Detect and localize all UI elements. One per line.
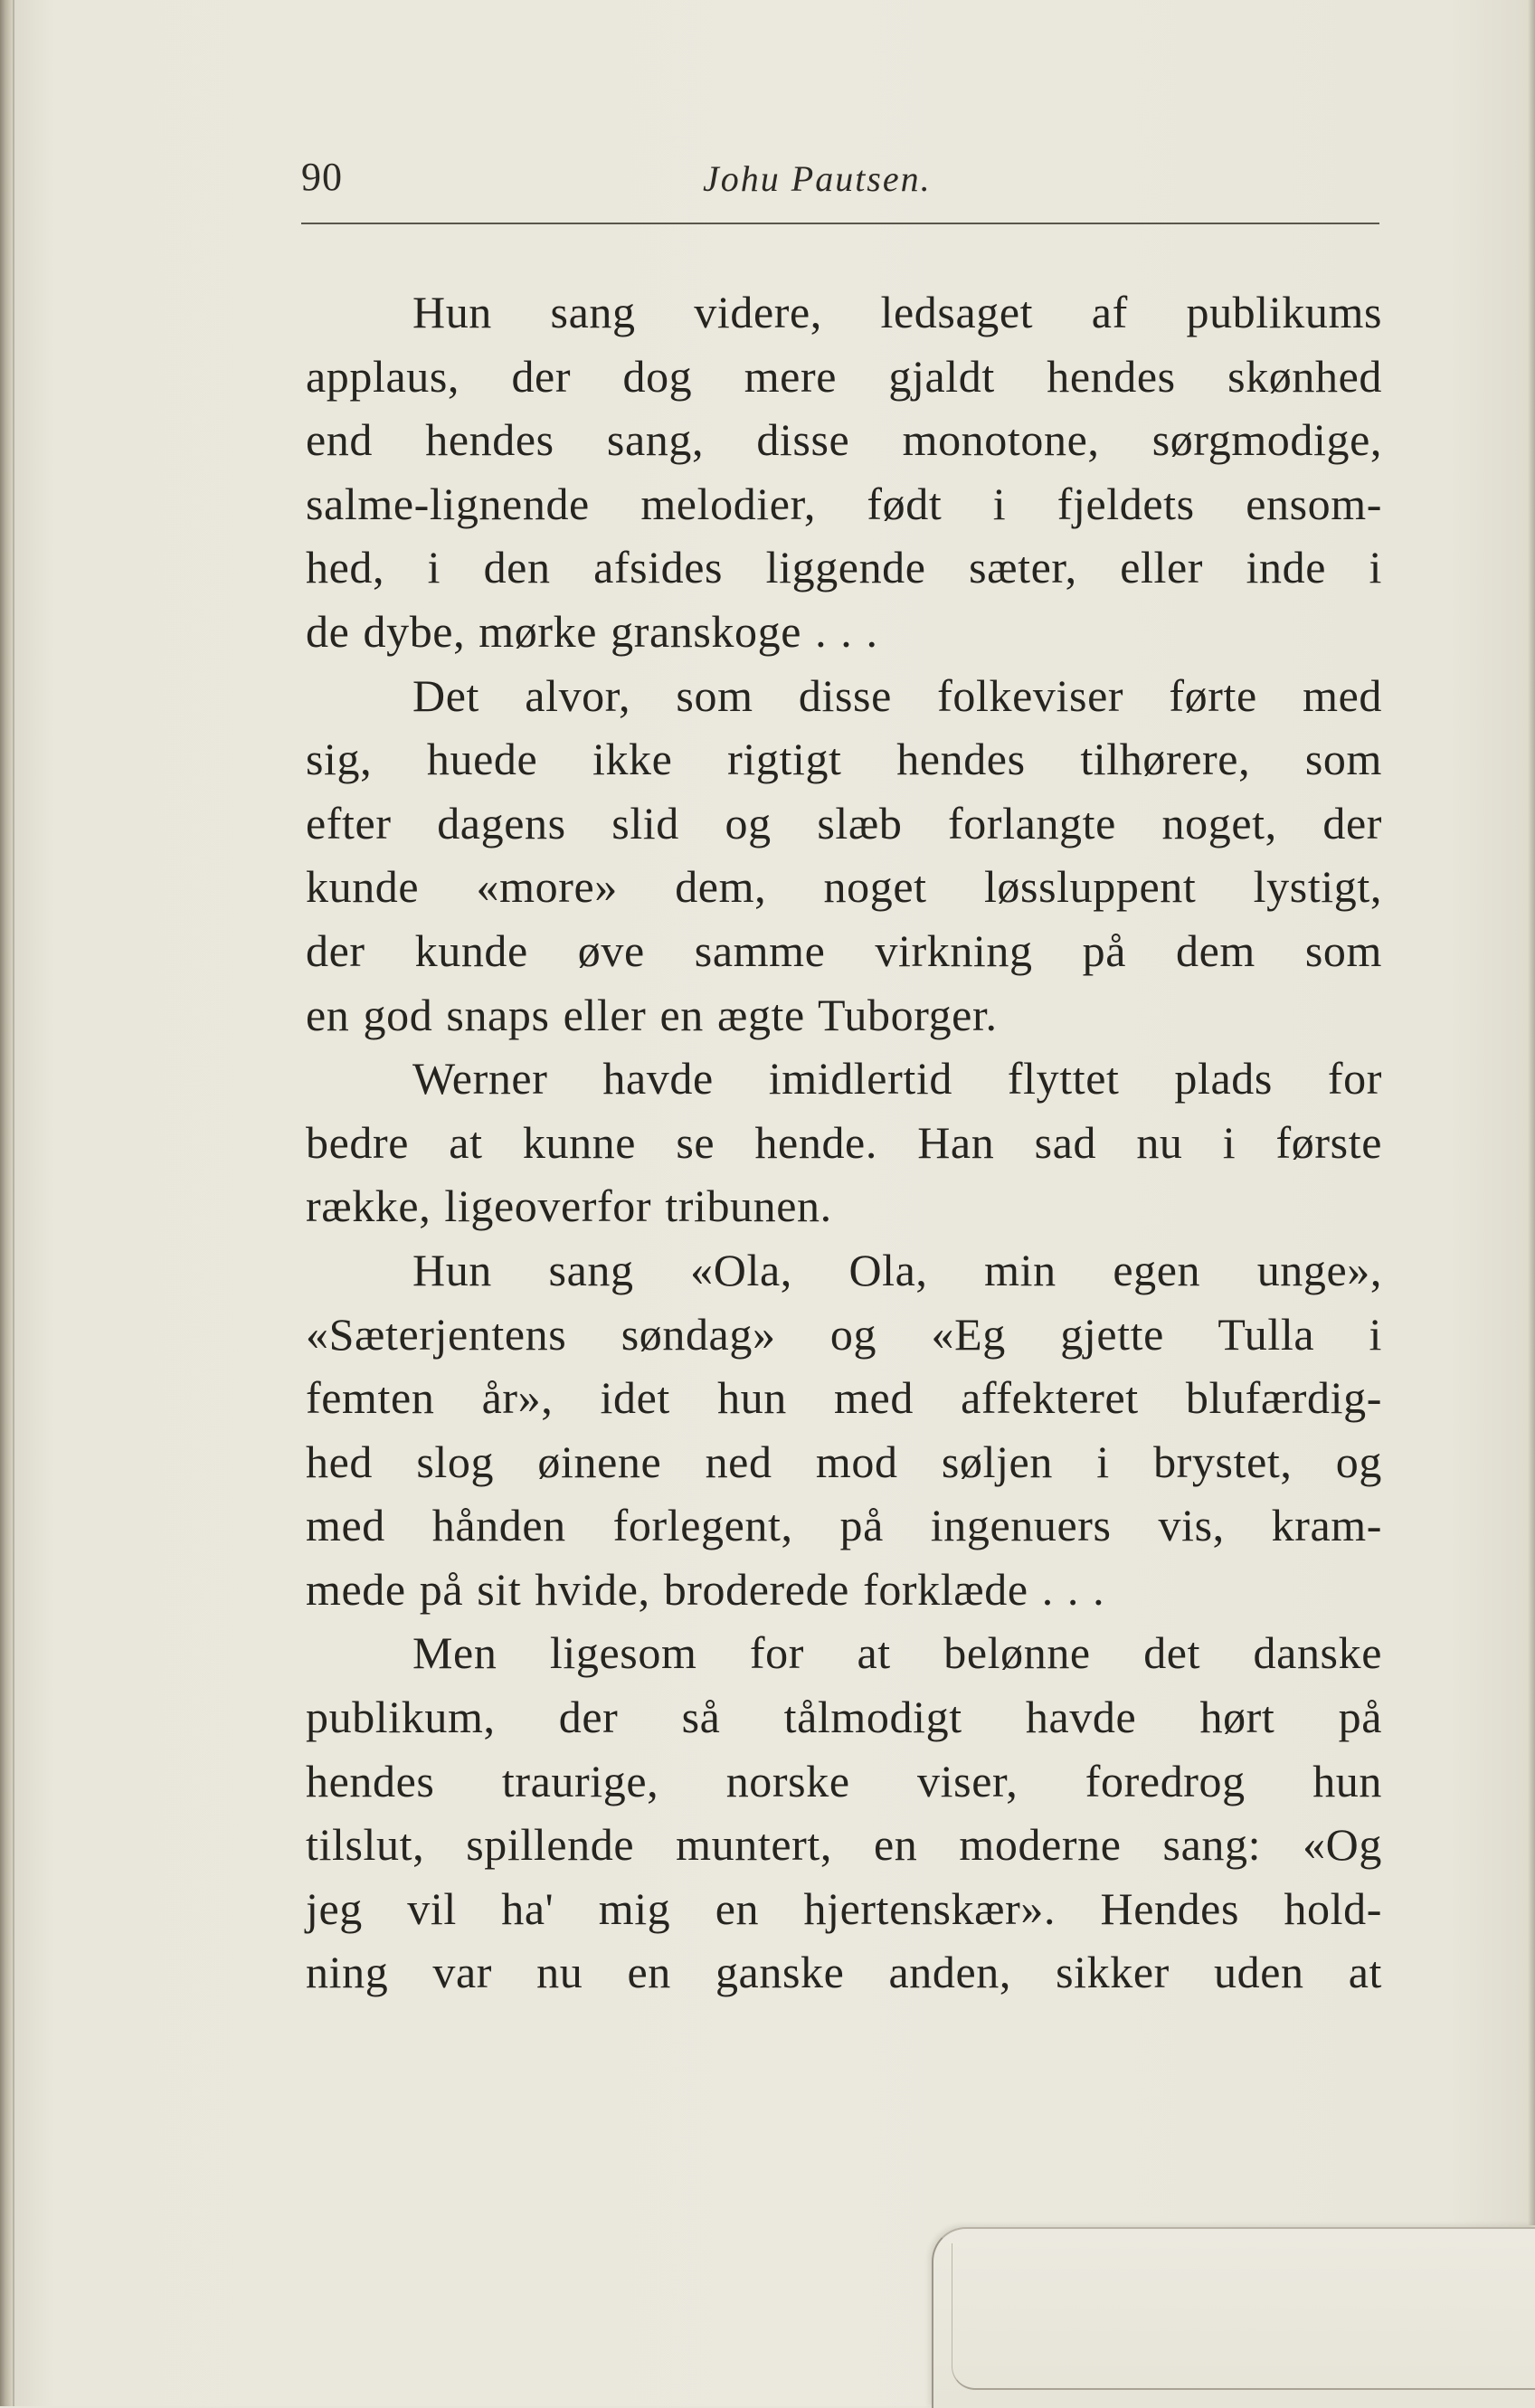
page-right-edge-shadow — [1528, 0, 1535, 2225]
paper-slip-fold — [952, 2243, 1535, 2390]
page-number: 90 — [301, 155, 343, 199]
page-header — [301, 154, 1379, 217]
text-line: Det alvor, som disse folkeviser førte med — [412, 669, 1382, 721]
text-line: Men ligesom for at belønne det danske — [412, 1627, 1382, 1679]
header-rule — [301, 223, 1379, 224]
text-line: tilslut, spillende muntert, en moderne sang: «Og — [306, 1819, 1382, 1871]
text-line: sig, huede ikke rigtigt hendes tilhørere, som — [306, 734, 1382, 785]
text-line: hed, i den afsides liggende sæter, eller inde i — [306, 542, 1382, 593]
text-line: femten år», idet hun med affekteret blufærdig- — [306, 1372, 1382, 1424]
text-line: række, ligeoverfor tribunen. — [306, 1180, 832, 1232]
text-line: kunde «more» dem, noget løssluppent lystigt, — [306, 861, 1382, 913]
text-line: mede på sit hvide, broderede forklæde . . . — [306, 1563, 1105, 1615]
text-line: bedre at kunne se hende. Han sad nu i første — [306, 1116, 1382, 1168]
text-line: Hun sang videre, ledsaget af publikums — [412, 287, 1382, 337]
text-line: hendes traurige, norske viser, foredrog hun — [306, 1755, 1382, 1806]
binding-shadow-line — [13, 0, 14, 2406]
text-line: applaus, der dog mere gjaldt hendes skønhed — [306, 350, 1382, 402]
text-line: de dybe, mørke granskoge . . . — [306, 605, 878, 657]
text-line: efter dagens slid og slæb forlangte noget, der — [306, 797, 1382, 848]
text-line: med hånden forlegent, på ingenuers vis, kram- — [306, 1500, 1382, 1551]
running-head: Johu Pautsen. — [703, 158, 932, 199]
text-line: jeg vil ha' mig en hjertenskær». Hendes hold- — [306, 1882, 1382, 1934]
text-line: ning var nu en ganske anden, sikker uden at — [306, 1947, 1382, 1998]
text-line: Werner havde imidlertid flyttet plads for — [412, 1053, 1382, 1104]
text-line: publikum, der så tålmodigt havde hørt på — [306, 1692, 1382, 1743]
text-line: salme-lignende melodier, født i fjeldets ensom- — [306, 478, 1382, 529]
book-binding-edge — [0, 0, 13, 2406]
text-line: der kunde øve samme virkning på dem som — [306, 924, 1382, 976]
text-line: «Sæterjentens søndag» og «Eg gjette Tulla i — [306, 1308, 1382, 1360]
text-line: hed slog øinene ned mod søljen i brystet, og — [306, 1436, 1382, 1487]
text-line: Hun sang «Ola, Ola, min egen unge», — [412, 1244, 1382, 1295]
body-text — [306, 280, 1382, 2005]
text-line: end hendes sang, disse monotone, sørgmodige, — [306, 414, 1382, 466]
text-line: en god snaps eller en ægte Tuborger. — [306, 989, 998, 1040]
